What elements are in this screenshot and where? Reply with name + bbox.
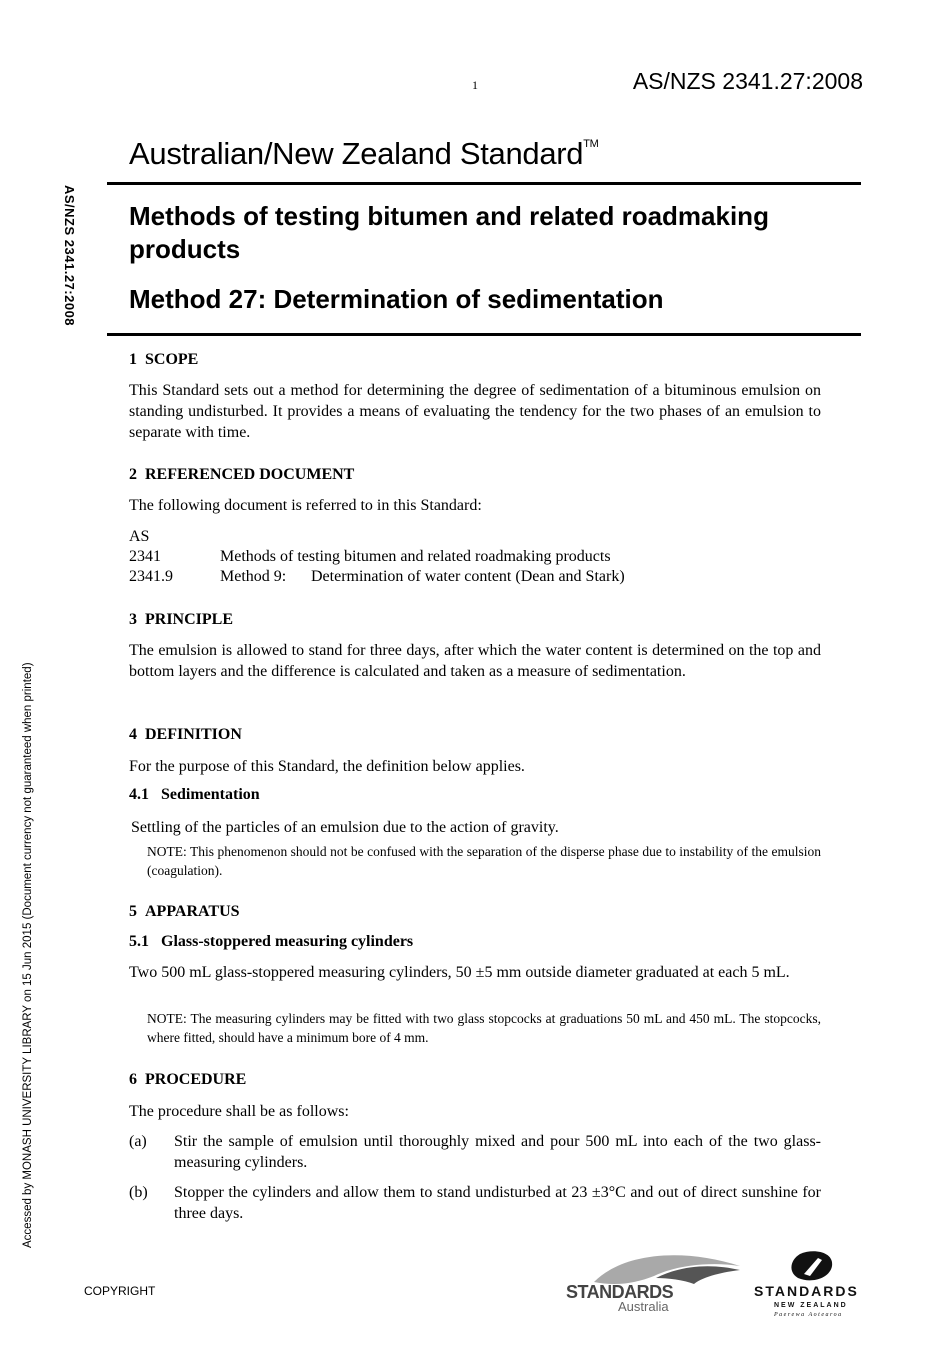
section-title: SCOPE <box>145 351 199 368</box>
standards-australia-logo <box>564 1250 744 1315</box>
access-note: Accessed by MONASH UNIVERSITY LIBRARY on 15 Jun 2015 (Document currency not guaranteed when printed) <box>22 662 34 1248</box>
section-number: 3 <box>129 611 137 628</box>
item-label: (a) <box>129 1133 147 1150</box>
item-text: Stopper the cylinders and allow them to stand undisturbed at 23 ±3°C and out of direct sunshine for three days. <box>174 1184 821 1222</box>
reference-description: Methods of testing bitumen and related roadmaking products <box>220 548 611 565</box>
scope-text: This Standard sets out a method for determining the degree of sedimentation of a bituminous emulsion on standing undisturbed. It provides a means of evaluating the tendency for the two phases of an emulsion to separate with time. <box>129 382 821 441</box>
subsection-heading-cylinders <box>129 933 821 951</box>
subsection-title: Glass-stoppered measuring cylinders <box>161 933 414 950</box>
top-rule <box>107 182 861 185</box>
logo-nz-sub: NEW ZEALAND <box>774 1302 848 1309</box>
section-number: 6 <box>129 1071 137 1088</box>
reference-code: 2341 <box>129 548 161 565</box>
section-number: 5 <box>129 903 137 920</box>
reference-description: Determination of water content (Dean and Stark) <box>311 568 625 585</box>
copyright-label: COPYRIGHT <box>84 1284 156 1298</box>
section-title: REFERENCED DOCUMENT <box>145 466 355 483</box>
procedure-item <box>129 1131 821 1173</box>
section-number: 1 <box>129 351 137 368</box>
document-id: AS/NZS 2341.27:2008 <box>632 68 863 94</box>
trademark: TM <box>583 138 599 150</box>
item-label: (b) <box>129 1184 148 1201</box>
subsection-heading-sedimentation <box>129 786 821 804</box>
standard-title-text: Australian/New Zealand Standard <box>129 136 584 171</box>
section-heading-definition <box>129 726 821 744</box>
standard-title <box>129 136 599 172</box>
section-title: PROCEDURE <box>145 1071 247 1088</box>
standards-new-zealand-logo <box>752 1250 877 1320</box>
section-heading-referenced-document <box>129 466 821 484</box>
page-number: 1 <box>472 78 478 92</box>
logo-nz-tag: Paerewa Aotearoa <box>774 1312 843 1318</box>
reference-code: 2341.9 <box>129 568 173 585</box>
section-title: DEFINITION <box>145 726 242 743</box>
referenced-intro: The following document is referred to in this Standard: <box>129 497 482 514</box>
section-number: 2 <box>129 466 137 483</box>
definition-intro: For the purpose of this Standard, the definition below applies. <box>129 758 525 775</box>
procedure-intro: The procedure shall be as follows: <box>129 1103 349 1120</box>
apparatus-note: NOTE: The measuring cylinders may be fitted with two glass stopcocks at graduations 50 mL and 450 mL. The stopcocks, where fitted, should have a minimum bore of 4 mm. <box>147 1011 821 1045</box>
subsection-title: Sedimentation <box>161 786 260 803</box>
reference-row <box>129 547 821 568</box>
section-heading-principle <box>129 611 821 629</box>
section-heading-apparatus <box>129 903 821 921</box>
subsection-number: 4.1 <box>129 786 149 803</box>
logo-sa-main: STANDARDS <box>566 1282 674 1302</box>
section-title: PRINCIPLE <box>145 611 234 628</box>
principle-text: The emulsion is allowed to stand for three days, after which the water content is determined on the top and bottom layers and the difference is calculated and taken as a measure of sedimentation. <box>129 642 821 680</box>
side-document-id: AS/NZS 2341.27:2008 <box>62 185 77 327</box>
section-title: APPARATUS <box>145 903 240 920</box>
reference-row <box>129 567 821 588</box>
section-heading-scope <box>129 351 821 369</box>
item-text: Stir the sample of emulsion until thoroughly mixed and pour 500 mL into each of the two glass-measuring cylinders. <box>174 1133 821 1171</box>
cylinders-text: Two 500 mL glass-stoppered measuring cylinders, 50 ±5 mm outside diameter graduated at each 5 mL. <box>129 964 790 981</box>
reference-org: AS <box>129 528 150 545</box>
main-title: Methods of testing bitumen and related roadmaking products <box>129 201 769 264</box>
section-number: 4 <box>129 726 137 743</box>
method-title: Method 27: Determination of sedimentation <box>129 284 664 314</box>
subsection-number: 5.1 <box>129 933 149 950</box>
logo-nz-main: STANDARDS <box>754 1283 859 1299</box>
definition-note: NOTE: This phenomenon should not be confused with the separation of the disperse phase due to instability of the emulsion (coagulation). <box>147 844 821 878</box>
reference-method: Method 9: <box>220 568 287 585</box>
section-heading-procedure <box>129 1071 821 1089</box>
sedimentation-definition: Settling of the particles of an emulsion due to the action of gravity. <box>131 819 559 836</box>
bottom-rule <box>107 333 861 336</box>
logo-sa-sub: Australia <box>618 1299 669 1314</box>
procedure-item <box>129 1182 821 1224</box>
